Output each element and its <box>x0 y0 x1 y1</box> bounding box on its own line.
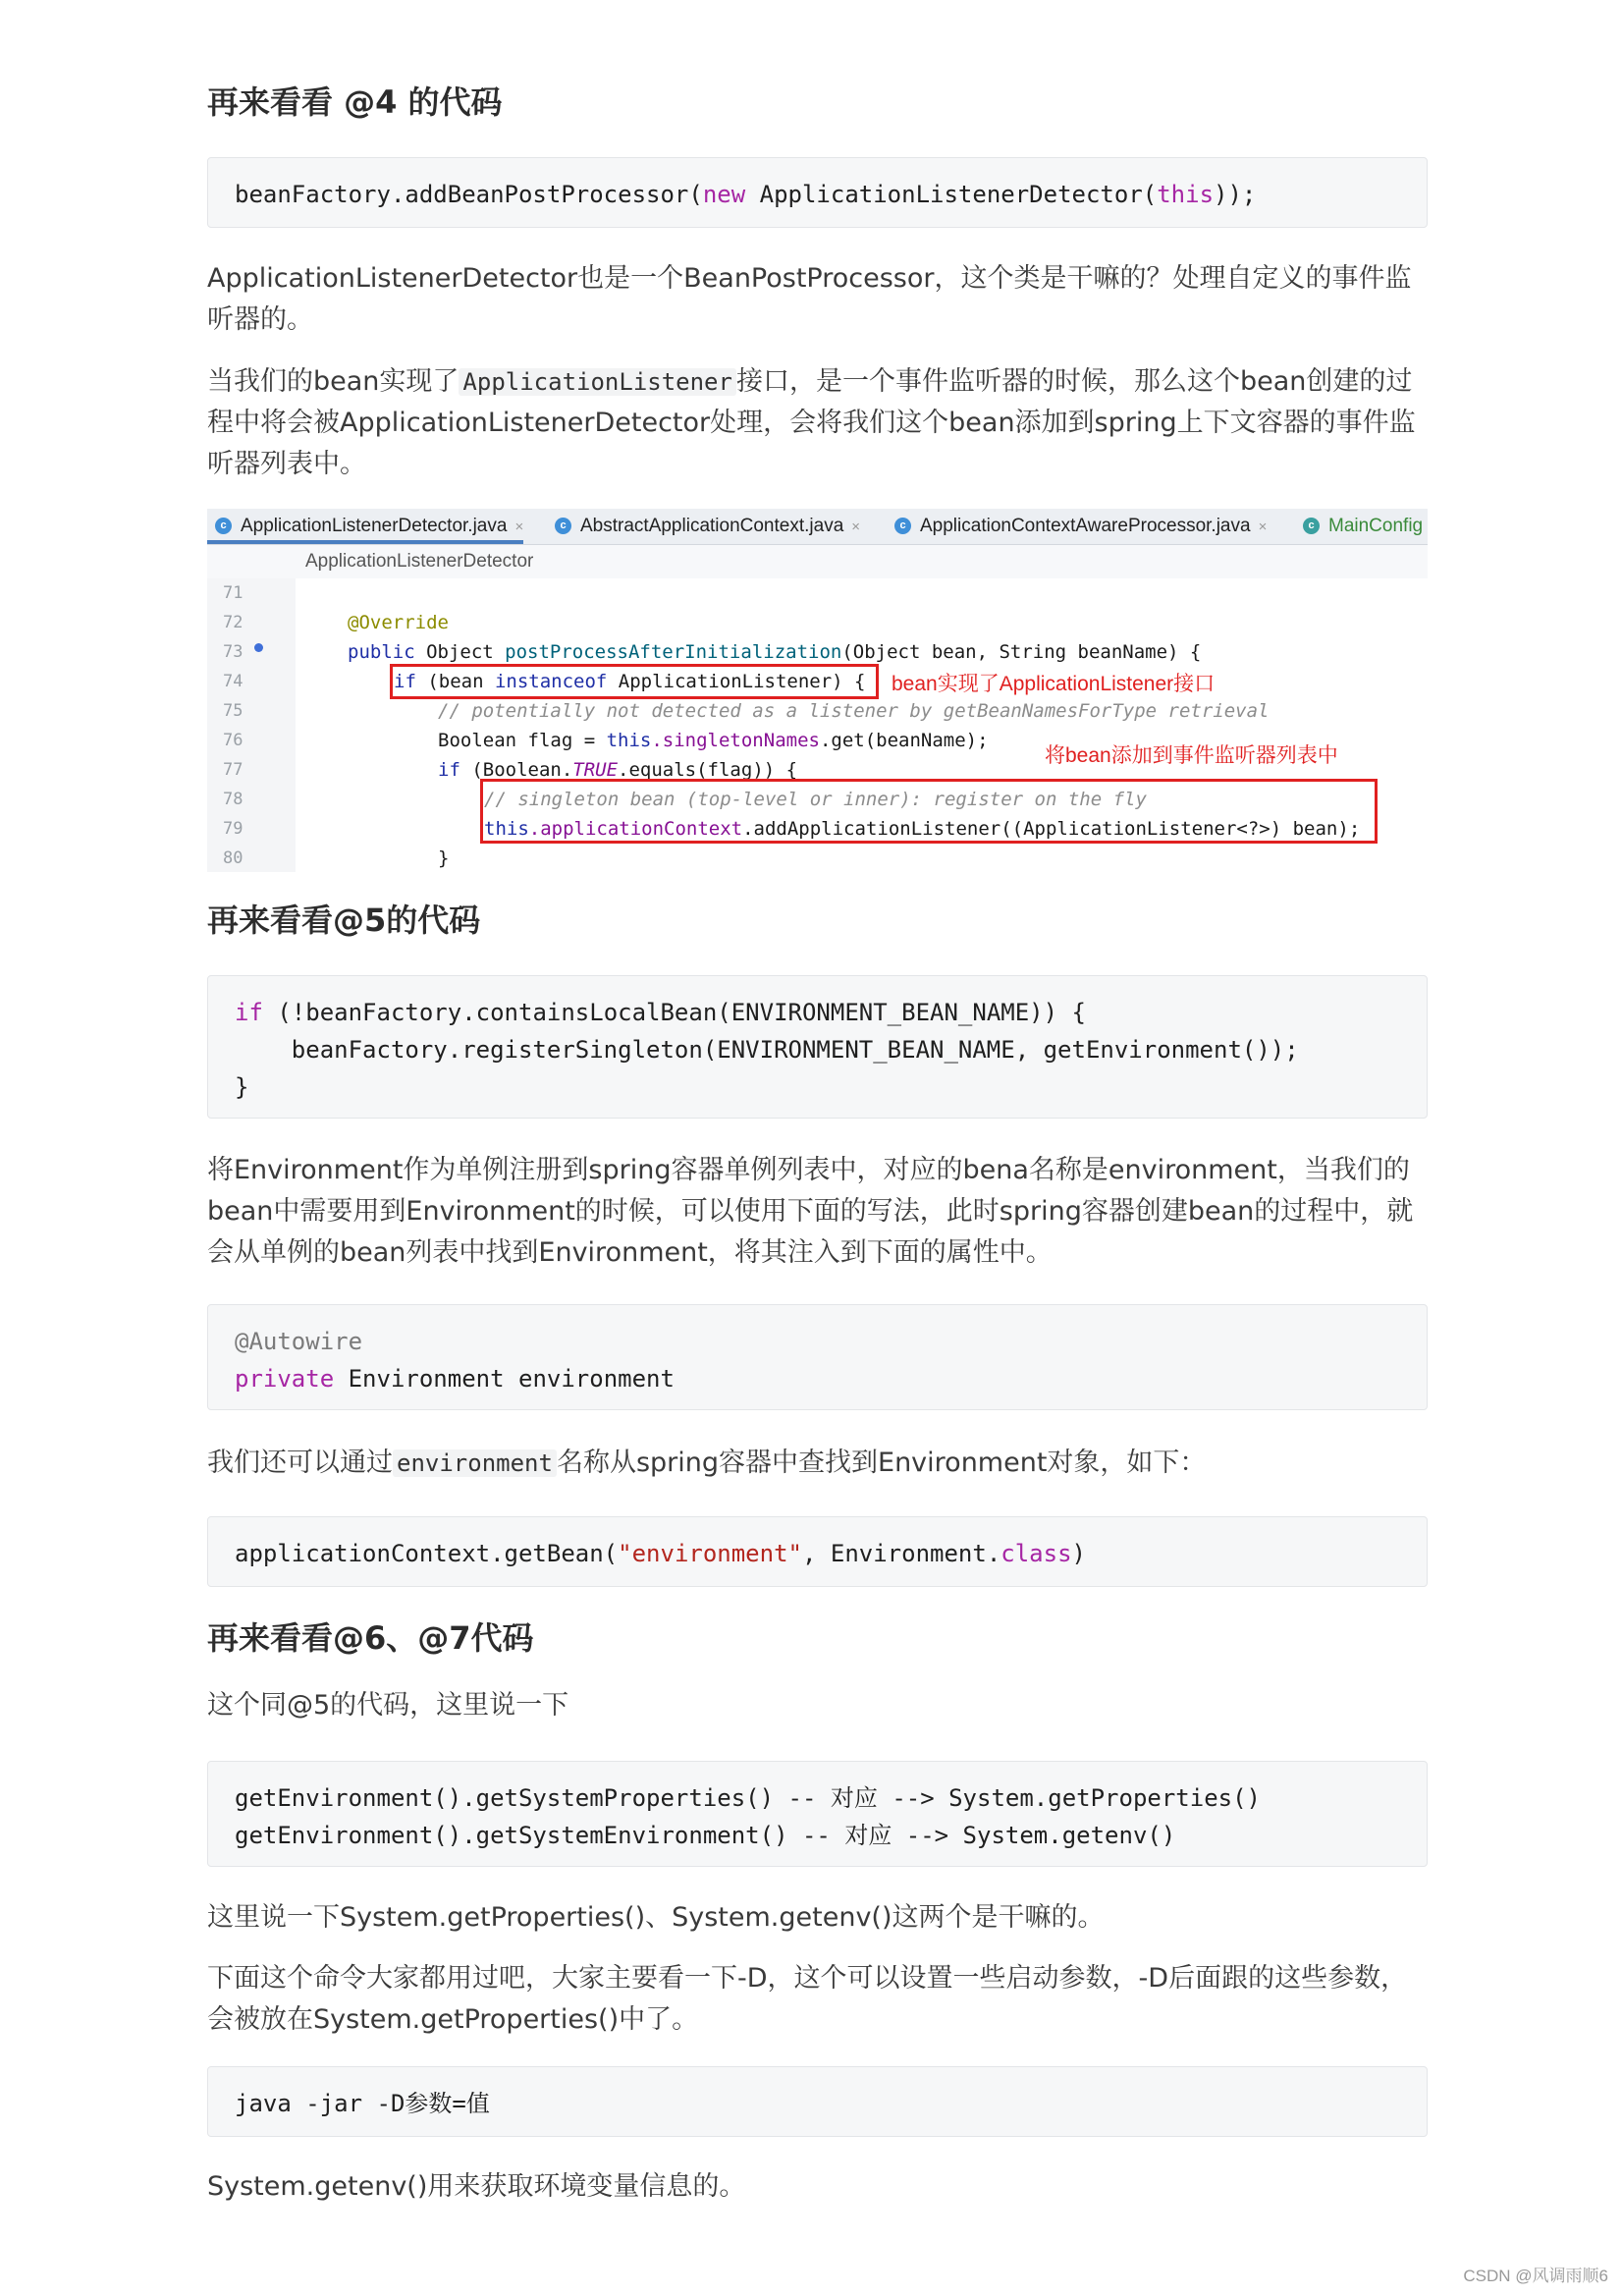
line-number: 77 <box>223 760 243 780</box>
code-line-80: } <box>438 847 450 869</box>
line-number: 78 <box>223 790 243 809</box>
section4-paragraph-2: 当我们的bean实现了 ApplicationListener 接口，是一个事件监听器的时候，那么这个bean创建的过程中将会被ApplicationListenerDetector处理，会将我们这个bean添加到spring上下文容器的事件监听器列表中。 <box>207 366 1416 479</box>
footer-watermark: CSDN @风调雨顺6 <box>1463 2267 1608 2285</box>
section5-heading: 再来看看@5的代码 <box>207 902 481 939</box>
class-icon: c <box>1303 518 1320 534</box>
code-line-74: if (bean instanceof ApplicationListener) { <box>394 671 866 692</box>
code-line-73: public Object postProcessAfterInitialization(Object bean, String beanName) { <box>348 641 1202 663</box>
line-number: 73 <box>223 642 243 662</box>
annotation-implements-listener: bean实现了ApplicationListener接口 <box>892 673 1216 695</box>
close-icon[interactable]: × <box>1258 519 1268 535</box>
code-line-78: // singleton bean (top-level or inner): register on the fly <box>484 789 1147 810</box>
line-number: 80 <box>223 848 243 868</box>
code-block-java-command[interactable]: java -jar -D参数=值 <box>207 2066 1428 2137</box>
section5-paragraph-1: 将Environment作为单例注册到spring容器单例列表中，对应的bena名称是environment，当我们的bean中需要用到Environment的时候，可以使用下面的写法，此时spring容器创建bean的过程中，就会从单例的bean列表中找到Environment，将其注入到下面的属性中。 <box>207 1155 1414 1268</box>
line-number: 79 <box>223 819 243 839</box>
code-block-register-environment[interactable]: if (!beanFactory.containsLocalBean(ENVIRONMENT_BEAN_NAME)) { beanFactory.registerSingleton(ENVIRONMENT_BEAN_NAME, getEnvironment()); } <box>207 975 1428 1119</box>
code-line-79: this.applicationContext.addApplicationListener((ApplicationListener<?>) bean); <box>484 818 1361 840</box>
ide-screenshot <box>207 509 1428 872</box>
section67-paragraph-2: 这里说一下System.getProperties()、System.getenv()这两个是干嘛的。 <box>207 1902 1105 1933</box>
tab-main-config[interactable]: c MainConfig <box>1295 509 1423 544</box>
close-icon[interactable]: × <box>514 519 524 535</box>
line-number: 72 <box>223 613 243 632</box>
highlight-box-instanceof <box>390 664 879 699</box>
line-number: 76 <box>223 731 243 750</box>
close-icon[interactable]: × <box>851 519 861 535</box>
annotation-add-to-listener-list: 将bean添加到事件监听器列表中 <box>1045 744 1338 767</box>
tab-abstract-application-context[interactable]: c AbstractApplicationContext.java × <box>547 509 860 544</box>
code-line-77: if (Boolean.TRUE.equals(flag)) { <box>438 759 798 781</box>
section67-heading: 再来看看@6、@7代码 <box>207 1619 534 1657</box>
inline-code-environment: environment <box>393 1449 557 1477</box>
breadcrumb[interactable]: ApplicationListenerDetector <box>207 545 1428 578</box>
highlight-box-add-listener <box>480 779 1378 844</box>
inline-code-application-listener: ApplicationListener <box>459 368 736 396</box>
line-number: 71 <box>223 583 243 603</box>
tab-application-context-aware-processor[interactable]: c ApplicationContextAwareProcessor.java × <box>887 509 1267 544</box>
line-number: 75 <box>223 701 243 721</box>
editor-tab-bar <box>207 509 1428 545</box>
code-line-75: // potentially not detected as a listener by getBeanNamesForType retrieval <box>438 700 1270 722</box>
section67-paragraph-4: System.getenv()用来获取环境变量信息的。 <box>207 2171 746 2202</box>
code-block-system-properties[interactable]: getEnvironment().getSystemProperties() -- 对应 --> System.getProperties() getEnvironment().getSystemEnvironment() -- 对应 --> System.getenv() <box>207 1761 1428 1867</box>
section4-heading: 再来看看 @4 的代码 <box>207 83 503 121</box>
section4-paragraph-1: ApplicationListenerDetector也是一个BeanPostProcessor，这个类是干嘛的？处理自定义的事件监听器的。 <box>207 263 1412 335</box>
class-icon: c <box>555 518 571 534</box>
section67-paragraph-1: 这个同@5的代码，这里说一下 <box>207 1690 569 1721</box>
code-block-get-bean[interactable]: applicationContext.getBean("environment", Environment.class) <box>207 1516 1428 1587</box>
code-block-autowire[interactable]: @Autowire private Environment environment <box>207 1304 1428 1410</box>
line-number: 74 <box>223 672 243 691</box>
class-icon: c <box>215 518 232 534</box>
override-marker-icon[interactable] <box>254 643 263 652</box>
code-block-add-bean-post-processor[interactable]: beanFactory.addBeanPostProcessor(new ApplicationListenerDetector(this)); <box>207 157 1428 228</box>
code-line-72: @Override <box>348 612 449 633</box>
class-icon: c <box>894 518 911 534</box>
code-line-76: Boolean flag = this.singletonNames.get(beanName); <box>438 730 989 751</box>
section67-paragraph-3: 下面这个命令大家都用过吧，大家主要看一下-D，这个可以设置一些启动参数，-D后面跟的这些参数，会被放在System.getProperties()中了。 <box>207 1963 1408 2035</box>
tab-application-listener-detector[interactable]: c ApplicationListenerDetector.java × <box>207 509 523 544</box>
section5-paragraph-2: 我们还可以通过 environment 名称从spring容器中查找到Environment对象，如下： <box>207 1448 1207 1478</box>
line-gutter <box>207 578 296 872</box>
